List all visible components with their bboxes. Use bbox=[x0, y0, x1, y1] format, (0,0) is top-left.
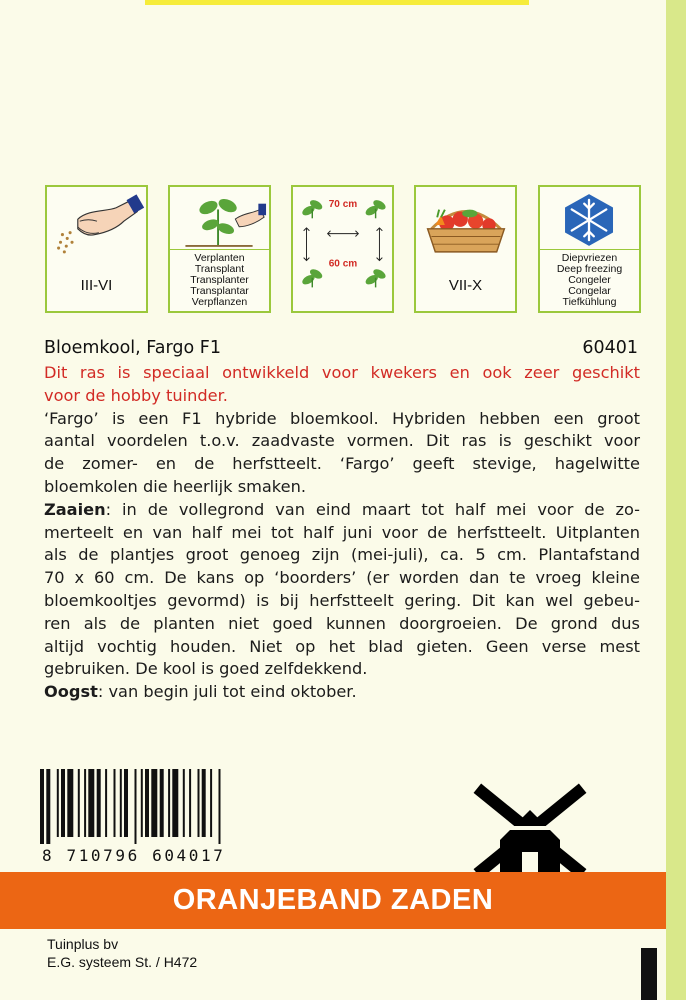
plant-spacing-icon bbox=[295, 189, 390, 309]
barcode-bar bbox=[189, 769, 191, 837]
description-line: de zomer- en de herfstteelt. ‘Fargo’ geeft stevige, hagelwitte bbox=[44, 454, 640, 474]
sowing-line: bloemkooltjes gevormd) is bij herfstteelt gering. Dit kan wel gebeu- bbox=[44, 590, 640, 610]
sowing-text: : in de vollegrond van eind maart tot half mei voor de zo- bbox=[105, 499, 640, 519]
product-code: 60401 bbox=[582, 338, 638, 358]
brand-name: ORANJEBAND ZADEN bbox=[172, 884, 494, 916]
harvest-label: Oogst bbox=[44, 682, 98, 702]
freezing-labels bbox=[540, 253, 639, 308]
snowflake-icon bbox=[542, 189, 637, 251]
transplant-label-fr: Transplanter bbox=[190, 274, 249, 286]
side-color-strip bbox=[666, 0, 686, 1000]
harvest-line bbox=[44, 681, 640, 704]
barcode-bar bbox=[88, 769, 94, 837]
barcode-bar bbox=[141, 769, 143, 837]
sowing-icon-box bbox=[45, 185, 148, 313]
spacing-top-label: 70 cm bbox=[328, 198, 358, 210]
transplant-label-de: Verpflanzen bbox=[191, 296, 248, 308]
company-name: Tuinplus bv bbox=[47, 936, 119, 952]
freezing-icon-box bbox=[538, 185, 641, 313]
sowing-line: altijd vochtig houden. Niet op het blad gieten. Geen verse mest bbox=[44, 636, 640, 656]
transplant-plant-icon bbox=[172, 189, 267, 251]
top-yellow-bar bbox=[145, 0, 529, 5]
transplant-labels bbox=[170, 253, 269, 308]
description-line: bloemkolen die heerlijk smaken. bbox=[44, 476, 306, 496]
barcode-bar bbox=[84, 769, 86, 837]
intro-line: voor de hobby tuinder. bbox=[44, 385, 228, 405]
barcode-bar bbox=[97, 769, 101, 837]
freezing-label-nl: Diepvriezen bbox=[561, 252, 618, 264]
transplant-icon-box bbox=[168, 185, 271, 313]
barcode-bar bbox=[57, 769, 59, 837]
barcode-bar bbox=[105, 769, 107, 837]
barcode-bar bbox=[114, 769, 116, 837]
barcode-number: 8 710796 604017 bbox=[42, 846, 226, 865]
transplant-divider bbox=[170, 249, 269, 250]
freezing-label-fr: Congeler bbox=[568, 274, 611, 286]
description-line: aantal voordelen t.o.v. zaadvaste vormen. Dit ras is geschikt voor bbox=[44, 431, 640, 451]
transplant-label-en: Transplant bbox=[194, 263, 245, 275]
sowing-line: merteelt en van half mei tot half juni voor de herfstteelt. Uitplanten bbox=[44, 522, 640, 542]
barcode-bar bbox=[168, 769, 170, 837]
vegetable-basket-icon bbox=[418, 189, 513, 261]
barcode-bar bbox=[202, 769, 206, 837]
description-block bbox=[44, 362, 640, 704]
freezing-label-de: Tiefkühlung bbox=[562, 296, 617, 308]
product-name: Bloemkool, Fargo F1 bbox=[44, 338, 221, 358]
barcode-bar bbox=[172, 769, 178, 837]
barcode-bar bbox=[160, 769, 164, 837]
barcode-bar bbox=[135, 769, 137, 844]
freezing-divider bbox=[540, 249, 639, 250]
freezing-label-es: Congelar bbox=[568, 285, 611, 297]
sowing-line bbox=[44, 499, 640, 522]
barcode-bar bbox=[120, 769, 122, 837]
harvest-icon-box bbox=[414, 185, 517, 313]
bottom-print-mark bbox=[641, 948, 657, 1000]
harvest-months: VII-X bbox=[448, 276, 483, 294]
harvest-text: : van begin juli tot eind oktober. bbox=[97, 682, 357, 702]
spacing-bottom-label: 60 cm bbox=[328, 258, 358, 270]
intro-line: Dit ras is speciaal ontwikkeld voor kwekers en ook zeer geschikt bbox=[44, 363, 640, 382]
barcode-bar bbox=[61, 769, 65, 837]
transplant-label-nl: Verplanten bbox=[194, 252, 245, 264]
sowing-line: 70 x 60 cm. De kans op ‘boorders’ (er worden dan te vroeg kleine bbox=[44, 568, 640, 588]
barcode-bar bbox=[198, 769, 200, 837]
barcode-bar bbox=[124, 769, 128, 837]
sowing-hand-icon bbox=[49, 189, 144, 261]
transplant-label-es: Transplantar bbox=[190, 285, 249, 297]
barcode-bar bbox=[145, 769, 149, 837]
spacing-icon-box bbox=[291, 185, 394, 313]
barcode-bar bbox=[219, 769, 221, 844]
barcode-bar bbox=[151, 769, 157, 837]
freezing-label-en: Deep freezing bbox=[556, 263, 623, 275]
barcode-bar bbox=[40, 769, 44, 844]
barcode-bar bbox=[67, 769, 73, 837]
company-info bbox=[47, 935, 197, 971]
description-line: ‘Fargo’ is een F1 hybride bloemkool. Hybriden hebben een groot bbox=[44, 408, 640, 428]
sowing-months: III-VI bbox=[80, 276, 113, 294]
sowing-line: als de plantjes groot genoeg zijn (mei-juli), ca. 5 cm. Plantafstand bbox=[44, 545, 640, 565]
barcode-bar bbox=[46, 769, 50, 844]
brand-banner bbox=[0, 872, 666, 929]
company-registration: E.G. systeem St. / H472 bbox=[47, 954, 198, 970]
sowing-label: Zaaien bbox=[44, 499, 106, 519]
product-header bbox=[44, 338, 638, 362]
barcode-image bbox=[34, 769, 272, 844]
sowing-line: ren als de planten niet goed kunnen doorgroeien. De grond dus bbox=[44, 613, 640, 633]
barcode-bar bbox=[210, 769, 212, 837]
barcode-bar bbox=[183, 769, 185, 837]
barcode-bar bbox=[78, 769, 80, 837]
sowing-line: gebruiken. De kool is goed zelfdekkend. bbox=[44, 659, 368, 679]
